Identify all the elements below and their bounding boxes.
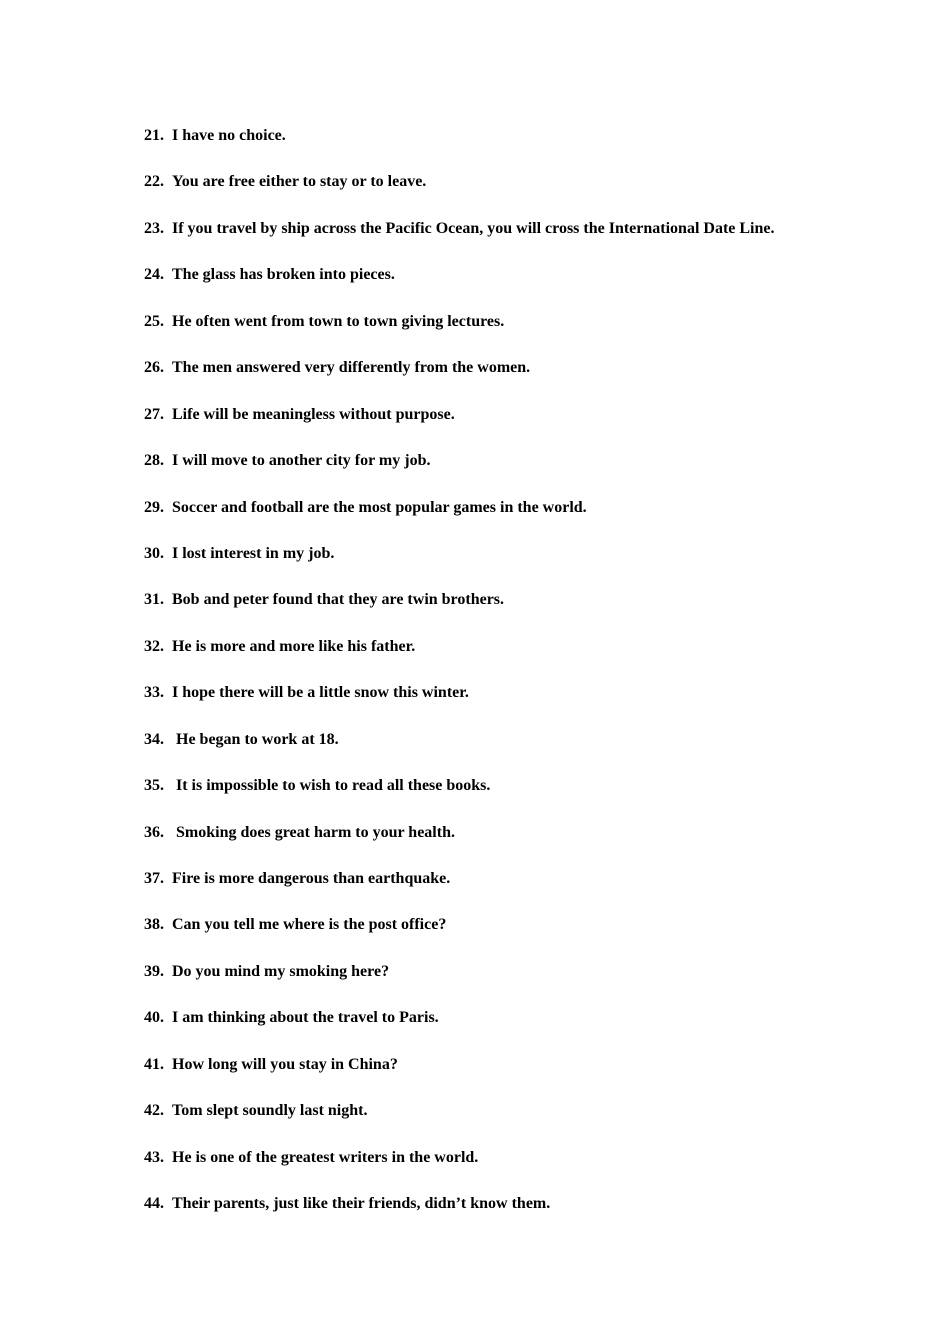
item-number: 38. [144,916,164,934]
item-text: He is more and more like his father. [172,637,416,655]
item-text: I lost interest in my job. [172,544,335,562]
item-text: If you travel by ship across the Pacific Ocean, you will cross the International Date Line. [172,219,775,237]
item-number: 39. [144,962,164,980]
item-text: Can you tell me where is the post office? [172,916,447,934]
item-text: I hope there will be a little snow this winter. [172,684,469,702]
list-item [144,1194,775,1240]
list-item [144,405,775,451]
item-number: 44. [144,1195,164,1213]
item-number: 30. [144,544,164,562]
item-number: 22. [144,173,164,191]
item-number: 29. [144,498,164,516]
item-text: How long will you stay in China? [172,1055,398,1073]
item-number: 24. [144,266,164,284]
item-number: 36. [144,823,164,841]
item-number: 33. [144,684,164,702]
list-item [144,544,775,590]
item-number: 25. [144,312,164,330]
item-number: 32. [144,637,164,655]
list-item [144,823,775,869]
list-item [144,869,775,915]
item-text: The glass has broken into pieces. [172,266,395,284]
item-text: Soccer and football are the most popular games in the world. [172,498,587,516]
item-number: 21. [144,127,164,144]
list-item [144,219,775,265]
list-item [144,915,775,961]
item-text: Their parents, just like their friends, didn’t know them. [172,1195,551,1213]
item-text: The men answered very differently from the women. [172,359,531,377]
item-text: It is impossible to wish to read all these books. [176,777,491,795]
item-text: I am thinking about the travel to Paris. [172,1009,439,1027]
list-item [144,1055,775,1101]
list-item [144,730,775,776]
list-item [144,1101,775,1147]
list-item [144,451,775,497]
item-text: Fire is more dangerous than earthquake. [172,870,451,887]
item-text: He began to work at 18. [176,730,339,748]
item-number: 34. [144,730,164,748]
list-item [144,265,775,311]
list-item [144,172,775,218]
item-text: I will move to another city for my job. [172,452,431,470]
item-text: I have no choice. [172,127,286,144]
sentence-list [144,126,775,1241]
item-number: 43. [144,1148,164,1166]
item-text: Do you mind my smoking here? [172,962,390,980]
list-item [144,637,775,683]
item-number: 28. [144,452,164,470]
list-item [144,683,775,729]
item-text: Bob and peter found that they are twin brothers. [172,591,505,609]
item-number: 23. [144,219,164,237]
item-number: 42. [144,1102,164,1120]
list-item [144,126,775,172]
item-text: Life will be meaningless without purpose. [172,405,455,423]
list-item [144,498,775,544]
item-number: 37. [144,870,164,887]
item-number: 26. [144,359,164,377]
list-item [144,776,775,822]
item-number: 31. [144,591,164,609]
item-text: He is one of the greatest writers in the world. [172,1148,479,1166]
item-number: 40. [144,1009,164,1027]
item-number: 41. [144,1055,164,1073]
item-text: Tom slept soundly last night. [172,1102,368,1120]
item-number: 35. [144,777,164,795]
list-item [144,1148,775,1194]
list-item [144,962,775,1008]
item-text: He often went from town to town giving lectures. [172,312,505,330]
item-text: You are free either to stay or to leave. [172,173,427,191]
list-item [144,312,775,358]
item-number: 27. [144,405,164,423]
item-text: Smoking does great harm to your health. [176,823,455,841]
list-item [144,1008,775,1054]
list-item [144,590,775,636]
list-item [144,358,775,404]
